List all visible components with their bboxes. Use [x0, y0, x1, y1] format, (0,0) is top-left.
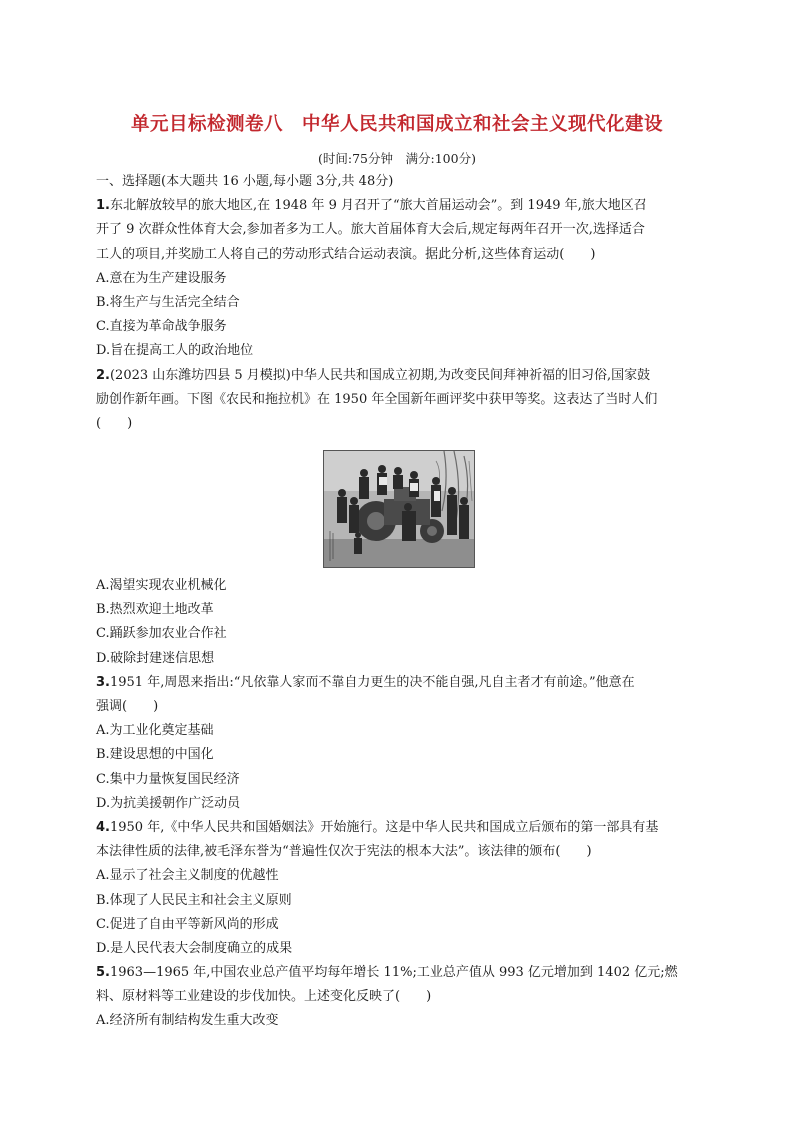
- question-number: 5.: [96, 965, 110, 981]
- exam-content: [96, 170, 701, 1034]
- question-text: (2023 山东潍坊四县 5 月模拟)中华人民共和国成立初期,为改变民间拜神祈福的旧习俗,国家鼓: [109, 367, 651, 383]
- question-number: 3.: [96, 674, 110, 690]
- option-b: B.热烈欢迎土地改革: [96, 602, 214, 618]
- option-a: A.渴望实现农业机械化: [96, 578, 227, 594]
- question-text: 励创作新年画。下图《农民和拖拉机》在 1950 年全国新年画评奖中获甲等奖。这表达了当时人们: [96, 391, 658, 407]
- option-d: D.旨在提高工人的政治地位: [96, 343, 254, 359]
- painting-image: [323, 450, 475, 568]
- option-c: C.直接为革命战争服务: [96, 319, 227, 335]
- option-b: B.体现了人民民主和社会主义原则: [96, 892, 292, 908]
- question-number: 1.: [96, 198, 110, 214]
- question-text: 1950 年,《中华人民共和国婚姻法》开始施行。这是中华人民共和国成立后颁布的第一部具有基: [109, 819, 659, 835]
- option-d: D.是人民代表大会制度确立的成果: [96, 940, 293, 956]
- question-3: [96, 671, 701, 816]
- painting-illustration: [324, 451, 474, 567]
- option-a: A.为工业化奠定基础: [96, 723, 214, 739]
- question-text: 东北解放较早的旅大地区,在 1948 年 9 月召开了“旅大首届运动会”。到 1949 年,旅大地区召: [109, 198, 647, 214]
- section-heading: 一、选择题(本大题共 16 小题,每小题 3分,共 48分): [96, 174, 394, 189]
- question-text: 强调( ): [96, 699, 159, 714]
- question-text: 开了 9 次群众性体育大会,参加者多为工人。旅大首届体育大会后,规定每两年召开一次,选择适合: [96, 222, 645, 238]
- option-c: C.集中力量恢复国民经济: [96, 771, 240, 787]
- option-c: C.促进了自由平等新风尚的形成: [96, 916, 279, 932]
- option-c: C.踊跃参加农业合作社: [96, 626, 227, 642]
- question-number: 2.: [96, 367, 110, 383]
- question-4: [96, 816, 701, 961]
- option-b: B.建设思想的中国化: [96, 747, 214, 763]
- question-text: 1951 年,周恩来指出:“凡依靠人家而不靠自力更生的决不能自强,凡自主者才有前途。”他意在: [109, 674, 635, 690]
- question-number: 4.: [96, 819, 110, 835]
- question-text: 料、原材料等工业建设的步伐加快。上述变化反映了( ): [96, 989, 432, 1005]
- option-a: A.经济所有制结构发生重大改变: [96, 1013, 279, 1029]
- question-text: 本法律性质的法律,被毛泽东誉为“普遍性仅次于宪法的根本大法”。该法律的颁布( ): [96, 844, 592, 860]
- option-b: B.将生产与生活完全结合: [96, 294, 240, 310]
- exam-info: (时间:75分钟 满分:100分): [318, 151, 476, 166]
- question-text: 工人的项目,并奖励工人将自己的劳动形式结合运动表演。据此分析,这些体育运动( ): [96, 246, 596, 262]
- question-text: ( ): [96, 415, 133, 431]
- question-2: [96, 364, 701, 671]
- question-5: [96, 961, 701, 1034]
- option-d: D.为抗美援朝作广泛动员: [96, 795, 241, 811]
- option-d: D.破除封建迷信思想: [96, 650, 215, 666]
- option-a: A.显示了社会主义制度的优越性: [96, 868, 279, 884]
- question-1: [96, 194, 701, 363]
- option-a: A.意在为生产建设服务: [96, 270, 227, 286]
- question-text: 1963—1965 年,中国农业总产值平均每年增长 11%;工业总产值从 993 亿元增加到 1402 亿元;燃: [109, 965, 678, 981]
- page-title: 单元目标检测卷八 中华人民共和国成立和社会主义现代化建设: [130, 114, 663, 135]
